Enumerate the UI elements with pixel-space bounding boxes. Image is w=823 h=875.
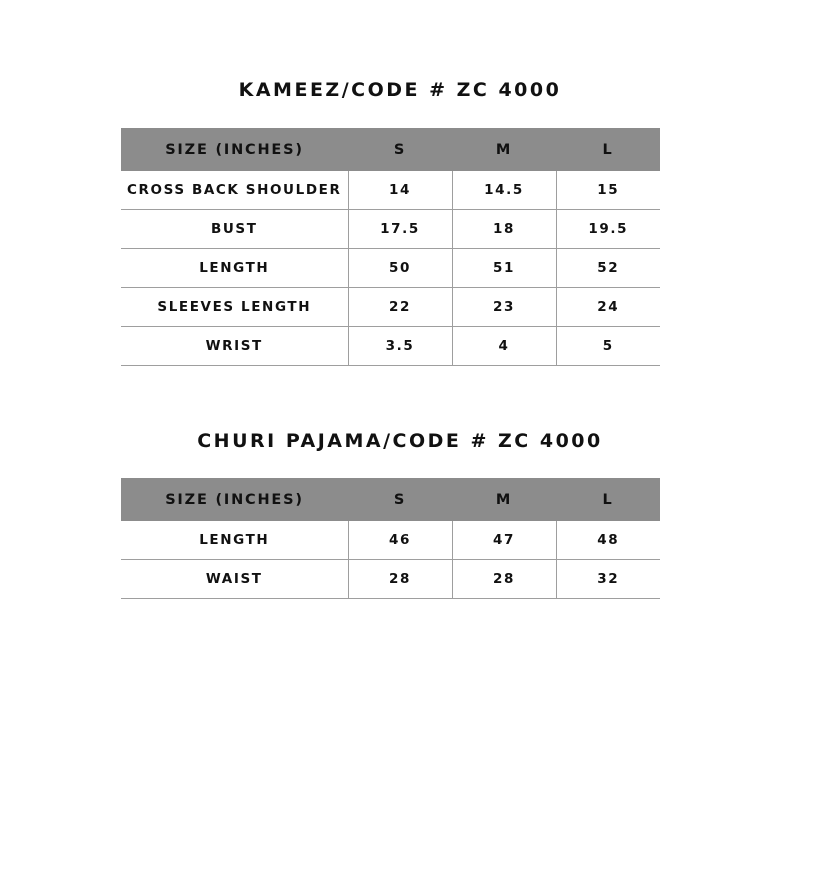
size-s-value: 28	[348, 560, 452, 599]
churi-pajama-size-table	[121, 478, 660, 599]
measurement-label: BUST	[121, 210, 348, 249]
column-header-s: S	[348, 478, 452, 521]
churi-pajama-size-chart-title: CHURI PAJAMA/CODE # ZC 4000	[197, 430, 603, 452]
table-row	[121, 560, 660, 599]
measurement-label: SLEEVES LENGTH	[121, 288, 348, 327]
kameez-size-table	[121, 128, 660, 366]
size-l-value: 32	[556, 560, 660, 599]
measurement-label: LENGTH	[121, 521, 348, 560]
column-header-s: S	[348, 128, 452, 171]
measurement-label: WRIST	[121, 327, 348, 366]
measurement-label: WAIST	[121, 560, 348, 599]
size-m-value: 4	[452, 327, 556, 366]
table-row	[121, 327, 660, 366]
size-m-value: 47	[452, 521, 556, 560]
table-row	[121, 521, 660, 560]
table-row	[121, 171, 660, 210]
size-s-value: 50	[348, 249, 452, 288]
table-row	[121, 249, 660, 288]
size-l-value: 52	[556, 249, 660, 288]
column-header-l: L	[556, 128, 660, 171]
column-header-m: M	[452, 128, 556, 171]
size-s-value: 3.5	[348, 327, 452, 366]
size-s-value: 14	[348, 171, 452, 210]
size-l-value: 48	[556, 521, 660, 560]
measurement-label: CROSS BACK SHOULDER	[121, 171, 348, 210]
size-m-value: 28	[452, 560, 556, 599]
table-header-row	[121, 128, 660, 171]
size-s-value: 46	[348, 521, 452, 560]
column-header-size: SIZE (INCHES)	[121, 128, 348, 171]
column-header-size: SIZE (INCHES)	[121, 478, 348, 521]
size-m-value: 23	[452, 288, 556, 327]
table-header-row	[121, 478, 660, 521]
size-l-value: 19.5	[556, 210, 660, 249]
size-s-value: 17.5	[348, 210, 452, 249]
size-l-value: 24	[556, 288, 660, 327]
size-m-value: 14.5	[452, 171, 556, 210]
size-m-value: 51	[452, 249, 556, 288]
size-l-value: 5	[556, 327, 660, 366]
kameez-size-chart-title: KAMEEZ/CODE # ZC 4000	[238, 79, 562, 101]
measurement-label: LENGTH	[121, 249, 348, 288]
column-header-l: L	[556, 478, 660, 521]
column-header-m: M	[452, 478, 556, 521]
table-row	[121, 288, 660, 327]
size-l-value: 15	[556, 171, 660, 210]
size-s-value: 22	[348, 288, 452, 327]
size-m-value: 18	[452, 210, 556, 249]
table-row	[121, 210, 660, 249]
